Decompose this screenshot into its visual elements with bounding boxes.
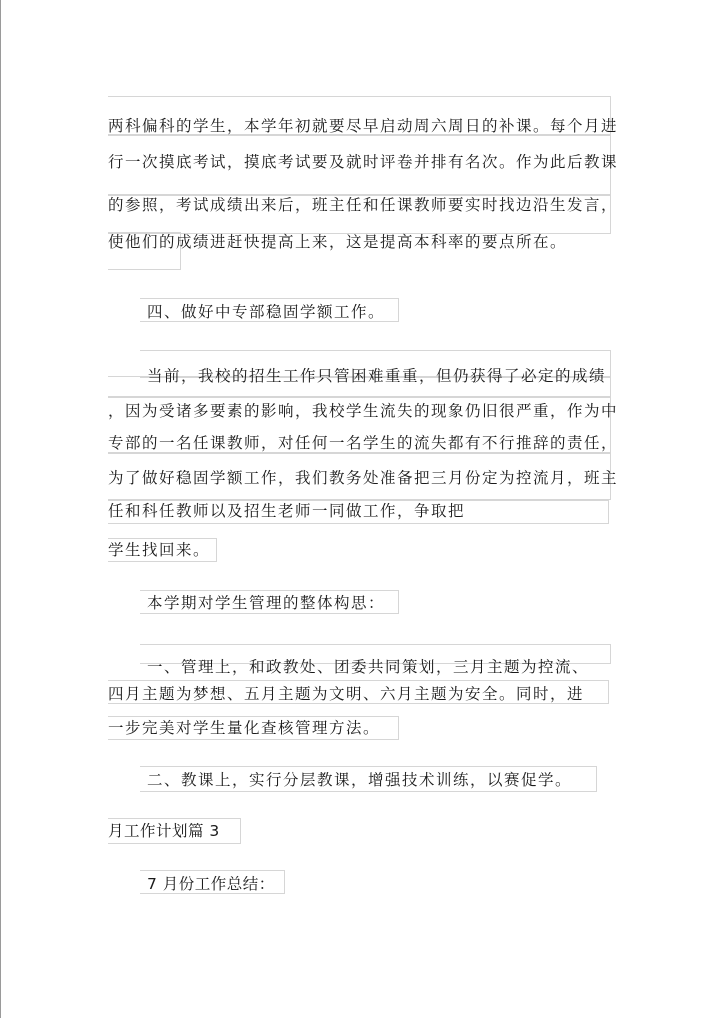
text-line: 四月主题为梦想、五月主题为文明、六月主题为安全。同时，进 <box>108 685 585 703</box>
section-heading: 7 月份工作总结： <box>147 875 275 893</box>
text-line: 任和科任教师以及招生老师一同做工作，争取把 <box>108 502 466 520</box>
text-line: 当前，我校的招生工作只管困难重重，但仍获得了必定的成绩 <box>147 367 607 385</box>
text-line: 一、管理上，和政教处、团委共同策划，三月主题为控流、 <box>147 658 590 676</box>
text-line: 学生找回来。 <box>108 541 211 559</box>
page-left-edge <box>0 0 1 1018</box>
text-line: ，因为受诸多要素的影响，我校学生流失的现象仍旧很严重，作为中 <box>108 402 619 420</box>
section-title: 月工作计划篇 3 <box>108 822 220 840</box>
text-line: 两科偏科的学生，本学年初就要尽早启动周六周日的补课。每个月进 <box>108 117 619 135</box>
text-line: 一步完美对学生量化查核管理方法。 <box>108 719 381 737</box>
text-line: 二、教课上，实行分层教课，增强技术训练，以赛促学。 <box>147 771 573 789</box>
text-line: 的参照，考试成绩出来后，班主任和任课教师要实时找边沿生发言， <box>108 196 619 214</box>
section-heading: 四、做好中专部稳固学额工作。 <box>147 303 386 321</box>
text-line: 专部的一名任课教师，对任何一名学生的流失都有不行推辞的责任， <box>108 434 619 452</box>
text-line: 行一次摸底考试，摸底考试要及就时评卷并排有名次。作为此后教课 <box>108 153 619 171</box>
text-line: 为了做好稳固学额工作，我们教务处准备把三月份定为控流月，班主 <box>108 469 619 487</box>
text-line: 使他们的成绩进赶快提高上来，这是提高本科率的要点所在。 <box>108 233 568 251</box>
section-heading: 本学期对学生管理的整体构思： <box>147 594 386 612</box>
